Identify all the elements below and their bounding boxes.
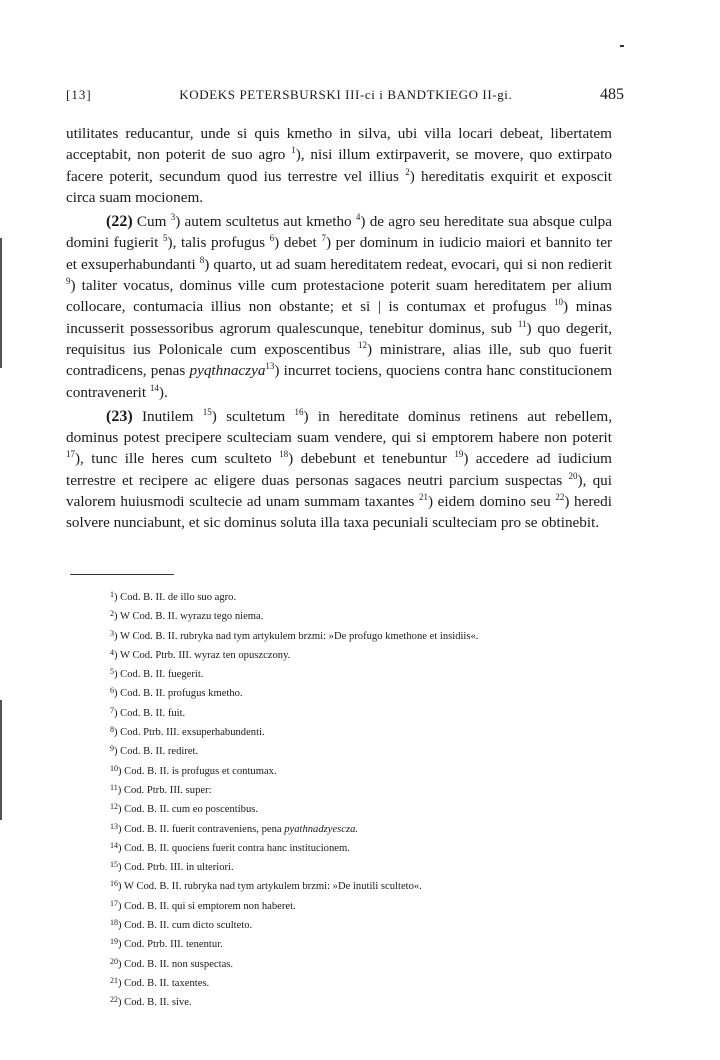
footnote-number: 3 xyxy=(110,628,114,638)
footnote-number: 19 xyxy=(110,937,118,947)
footnote: $^{13}$) Cod. B. II. fuerit contraveniens, pena pyathnadzyescza. xyxy=(110,821,359,835)
section-number: (23) xyxy=(106,407,133,425)
footnote-ref: 19 xyxy=(454,449,464,460)
footnote-ref: 6 xyxy=(269,233,275,244)
footnote: $^9$) Cod. B. II. rediret. xyxy=(110,744,199,758)
footnote-number: 9 xyxy=(110,744,114,754)
footnote-number: 17 xyxy=(110,898,118,908)
footnote: $^7$) Cod. B. II. fuit. xyxy=(110,705,186,719)
footnote-number: 18 xyxy=(110,918,118,928)
footnote: $^4$) W Cod. Ptrb. III. wyraz ten opuszczony. xyxy=(110,647,291,661)
italic-term: pyqthnaczya xyxy=(189,362,266,380)
paragraph-22: (22) Cum $^3$) autem scultetus aut kmetho $^4$) de agro seu hereditate sua absque culpa domini fugierit $^5$), talis profugus $^6$) debet $^7$) per dominum in iudicio maiori et bannito ter et exsuperhabundanti $^8$) quarto, ut ad suam hereditatem redeat, evocari, qui si non redierit $^9$) taliter vocatus, dominus ville cum protestacione poterit suam hereditatem per alium collocare, contumacia illius non obstante; et si | is contumax et profugus $^{10}$) minas incusserit possessoribus agrorum qualescunque, tenebitur dominus, sub $^{11}$) quo degerit, requisitus ius Polonicale cum exposcentibus $^{12}$) ministrare, alias ille, sub quo fuerit contradicens, penas pyqthnaczya$^{13}$) incurret tociens, quociens contra hanc constitucionem contravenerit $^{14}$). xyxy=(66,212,613,401)
footnote-number: 6 xyxy=(110,686,114,696)
footnote: $^{19}$) Cod. Ptrb. III. tenentur. xyxy=(110,937,223,951)
footnote-number: 13 xyxy=(110,821,118,831)
footnote: $^3$) W Cod. B. II. rubryka nad tym artykulem brzmi: »De profugo kmethone et insidiis«. xyxy=(110,628,479,642)
footnote: $^{21}$) Cod. B. II. taxentes. xyxy=(110,975,210,989)
footnote-number: 5 xyxy=(110,667,114,677)
footnote-ref: 5 xyxy=(163,233,168,244)
footnote-ref: 12 xyxy=(358,339,368,350)
running-title: KODEKS PETERSBURSKI III-ci i BANDTKIEGO II-gi. xyxy=(179,87,513,102)
footnote-ref: 7 xyxy=(321,233,326,244)
footnote-ref: 10 xyxy=(554,297,564,308)
footnote: $^{18}$) Cod. B. II. cum dicto sculteto. xyxy=(110,918,253,932)
footnote-ref: 8 xyxy=(199,254,205,265)
footnote: $^8$) Cod. Ptrb. III. exsuperhabundenti. xyxy=(110,725,265,739)
footnote: $^{17}$) Cod. B. II. qui si emptorem non haberet. xyxy=(110,898,296,912)
footnote-divider xyxy=(70,574,174,575)
scan-speck xyxy=(620,45,624,47)
footnotes-list xyxy=(110,587,630,1012)
footnote-ref: 16 xyxy=(294,406,304,417)
footnote: $^{16}$) W Cod. B. II. rubryka nad tym artykulem brzmi: »De inutili sculteto«. xyxy=(110,879,422,893)
footnote: $^6$) Cod. B. II. profugus kmetho. xyxy=(110,686,243,700)
footnote: $^{15}$) Cod. Ptrb. III. in ulteriori. xyxy=(110,860,234,874)
footnote: $^1$) Cod. B. II. de illo suo agro. xyxy=(110,590,237,603)
footnote: $^2$) W Cod. B. II. wyrazu tego niema. xyxy=(110,609,264,623)
footnote-ref: 17 xyxy=(66,449,75,460)
footnote-ref: 11 xyxy=(517,318,527,329)
footnote-number: 2 xyxy=(110,609,114,619)
paragraph-continuation: utilitates reducantur, unde si quis kmetho in silva, ubi villa locari debeat, libertatem acceptabit, non poterit de suo agro $^1$), nisi illum extirpaverit, se movere, quo extirpato facere poterit, secundum quod ius terrestre vel illius $^2$) hereditatis exquirit et exposcit circa suam mocionem. xyxy=(66,125,612,206)
footnote: $^{11}$) Cod. Ptrb. III. super: xyxy=(110,782,212,796)
footnote-ref: 4 xyxy=(355,212,361,223)
footnote: $^5$) Cod. B. II. fuegerit. xyxy=(110,667,204,681)
footnote-ref: 14 xyxy=(149,382,159,393)
footnote: $^{10}$) Cod. B. II. is profugus et contumax. xyxy=(110,763,277,777)
footnote-ref: 22 xyxy=(555,492,565,503)
scan-edge-mark xyxy=(0,700,2,820)
footnote-ref: 9 xyxy=(66,276,71,287)
footnote-number: 1 xyxy=(110,590,114,599)
main-text xyxy=(66,123,612,537)
footnote-ref: 1 xyxy=(291,145,296,156)
footnote-ref: 2 xyxy=(405,166,410,177)
footnote-number: 21 xyxy=(110,975,118,985)
footnote: $^{22}$) Cod. B. II. sive. xyxy=(110,995,192,1009)
footnote-number: 11 xyxy=(110,782,118,792)
section-number: (22) xyxy=(106,213,133,231)
footnote-number: 20 xyxy=(110,956,118,966)
footnote-ref: 18 xyxy=(279,449,289,460)
footnote-number: 10 xyxy=(110,763,118,773)
footnote: $^{20}$) Cod. B. II. non suspectas. xyxy=(110,956,234,970)
footnote-number: 16 xyxy=(110,879,118,889)
scan-edge-mark xyxy=(0,238,2,368)
page-number: 485 xyxy=(600,86,624,103)
footnote-number: 8 xyxy=(110,725,114,735)
footnote-ref: 13 xyxy=(265,361,275,372)
footnote-ref: 15 xyxy=(202,406,212,417)
page-marker: [13] xyxy=(66,87,92,102)
footnote-number: 7 xyxy=(110,705,114,715)
footnote-number: 4 xyxy=(110,647,114,657)
italic-term: pyathnadzyescza. xyxy=(284,823,359,835)
footnote-number: 14 xyxy=(110,840,118,850)
footnote: $^{12}$) Cod. B. II. cum eo poscentibus. xyxy=(110,802,259,816)
footnote-number: 15 xyxy=(110,860,118,870)
footnote: $^{14}$) Cod. B. II. quociens fuerit contra hanc institucionem. xyxy=(110,840,350,854)
running-header xyxy=(66,86,624,110)
footnote-ref: 3 xyxy=(170,212,176,223)
footnote-number: 12 xyxy=(110,802,118,812)
paragraph-23: (23) Inutilem $^{15}$) scultetum $^{16}$) in hereditate dominus retinens aut rebellem, dominus potest precipere sculteciam suam vendere, qui si emptorem habere non poterit $^{17}$), tunc ille heres cum sculteto $^{18}$) debebunt et tenebuntur $^{19}$) accedere ad iudicium terrestre et recipere ac eligere duas personas sagaces neutri parcium suspectas $^{20}$), qui valorem huiusmodi scultecie ad unam summam taxantes $^{21}$) eidem domino seu $^{22}$) heredi solvere nunciabunt, et sic dominus soluta illa taxa pecuniali sculteciam pro se obtinebit. xyxy=(66,406,612,532)
footnote-ref: 20 xyxy=(568,470,578,481)
footnote-number: 22 xyxy=(110,995,118,1005)
footnote-ref: 21 xyxy=(418,492,428,503)
